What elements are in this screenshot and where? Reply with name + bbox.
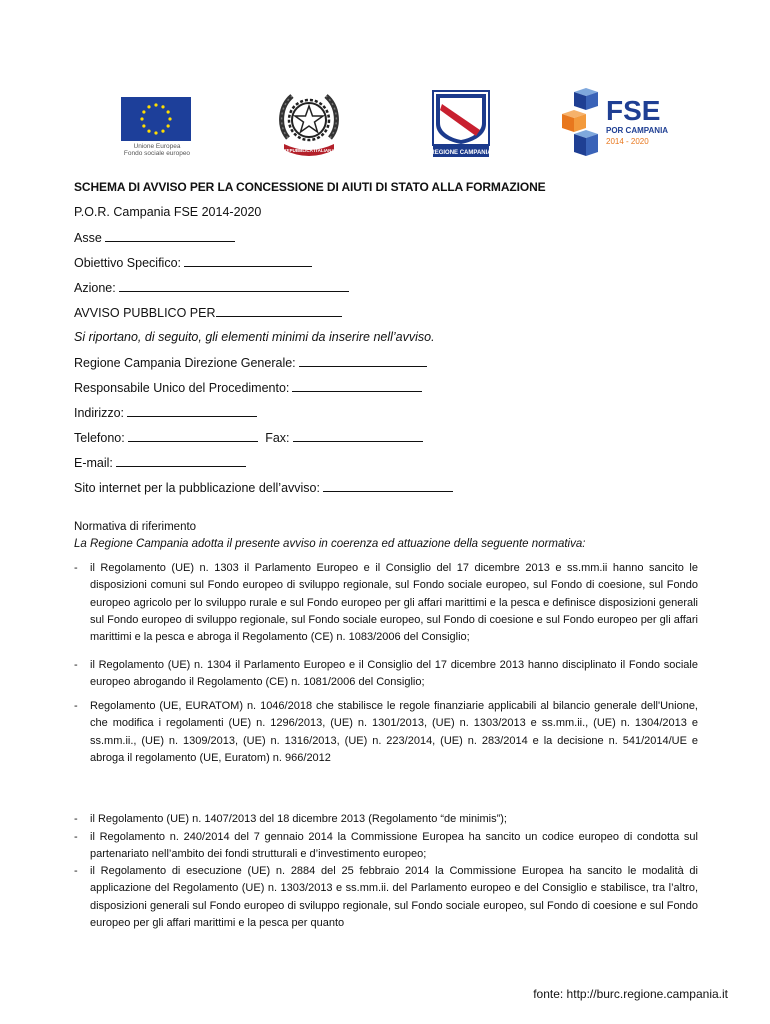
telefono-label: Telefono: [74, 431, 125, 445]
azione-label: Azione: [74, 281, 116, 295]
emblem-ribbon-text: REPUBBLICA ITALIANA [283, 148, 335, 153]
normativa-item [74, 863, 698, 932]
normativa-item [74, 829, 698, 864]
bullet-dash: - [74, 813, 78, 825]
normativa-item-text: il Regolamento (UE) n. 1407/2013 del 18 dicembre 2013 (Regolamento “de minimis”); [90, 813, 507, 825]
normativa-heading: Normativa di riferimento [74, 521, 197, 533]
responsabile-blank-field[interactable] [292, 380, 422, 392]
sito-blank-field[interactable] [323, 480, 453, 492]
indirizzo-label: Indirizzo: [74, 406, 125, 420]
telefono-blank-field[interactable] [128, 430, 258, 442]
eu-flag-icon [121, 97, 191, 141]
bullet-dash: - [74, 865, 78, 877]
azione-blank-field[interactable] [119, 280, 349, 292]
eu-star-icon [154, 131, 157, 134]
normativa-intro: La Regione Campania adotta il presente avviso in coerenza ed attuazione della seguente normativa: [74, 538, 586, 550]
normativa-item [74, 657, 698, 692]
emblem-star-icon [295, 106, 323, 132]
italian-republic-emblem [276, 88, 342, 158]
email-label: E-mail: [74, 456, 113, 470]
eu-caption-line1: Unione Europea [133, 143, 181, 150]
sito-label: Sito internet per la pubblicazione dell’avviso: [74, 481, 320, 495]
normativa-item-text: Regolamento (UE, EURATOM) n. 1046/2018 che stabilisce le regole finanziarie applicabili al bilancio generale dell'Unione, che modifica i regolamenti (UE) n. 1296/2013, (UE) n. 1301/2013, (UE) n. 1303/2013 e ss.mm.ii., (UE) n. 1304/2013 e ss.mm.ii., (UE) n. 1309/2013, (UE) n. 1316/2013, (UE) n. 223/2014, (UE) n. 283/2014 e la decisione n. 541/2014/UE e abroga il regolamento (UE, Euratom) n. 966/2012 [90, 700, 698, 764]
normativa-item-text: il Regolamento (UE) n. 1303 il Parlamento Europeo e il Consiglio del 17 dicembre 2013 e ss.mm.ii hanno sancito le disposizioni comuni sul Fondo europeo di sviluppo regionale, sul Fondo sociale europeo, sul Fondo di coesione, sul Fondo europeo agricolo per lo sviluppo rurale e sul Fondo europeo per gli affari marittimi e la pesca e definisce disposizioni generali sul Fondo europeo di sviluppo regionale, sul Fondo sociale europeo, sul Fondo di coesione e sul Fondo europeo per gli affari marittimi e la pesca e abroga il Regolamento (CE) n. 1083/2006 del Consiglio; [90, 562, 698, 644]
fse-cubes-icon [562, 88, 598, 156]
por-line: P.O.R. Campania FSE 2014-2020 [74, 205, 262, 219]
fse-subtitle: POR CAMPANIA [606, 126, 669, 135]
bullet-dash: - [74, 562, 78, 574]
fse-years: 2014 - 2020 [606, 137, 649, 146]
indirizzo-blank-field[interactable] [127, 405, 257, 417]
eu-star-icon [167, 124, 170, 127]
obiettivo-line [74, 255, 312, 270]
eu-star-icon [147, 130, 150, 133]
eu-star-icon [161, 105, 164, 108]
eu-star-icon [142, 110, 145, 113]
telefono-line [74, 430, 423, 445]
obiettivo-label: Obiettivo Specifico: [74, 256, 181, 270]
sito-line [74, 480, 453, 495]
avviso-label: AVVISO PUBBLICO PER [74, 306, 216, 320]
eu-logo [121, 97, 193, 161]
azione-line [74, 280, 349, 295]
eu-star-icon [142, 124, 145, 127]
obiettivo-blank-field[interactable] [184, 255, 312, 267]
source-footer: fonte: http://burc.regione.campania.it [533, 987, 728, 1001]
normativa-item-text: il Regolamento di esecuzione (UE) n. 2884 del 25 febbraio 2014 la Commissione Europea ha sancito le modalità di applicazione del Regolamento (UE) n. 1303/2013 e ss.mm.ii. del Parlamento europeo e del Consiglio e stabilisce, tra l’altro, disposizioni generali sul Fondo europeo di sviluppo regionale, sul Fondo sociale europeo, sul Fondo di coesione e sul Fondo europeo per gli affari marittimi e la pesca per quanto [90, 865, 698, 929]
bullet-dash: - [74, 831, 78, 843]
normativa-item [74, 811, 698, 828]
fax-label: Fax: [265, 431, 290, 445]
eu-star-icon [154, 103, 157, 106]
eu-star-icon [167, 110, 170, 113]
eu-star-icon [140, 117, 143, 120]
regione-campania-logo [432, 90, 490, 158]
avviso-blank-field[interactable] [216, 305, 342, 317]
normativa-item-text: il Regolamento n. 240/2014 del 7 gennaio 2014 la Commissione Europea ha sancito un codice europeo di condotta sul partenariato nell’ambito dei fondi strutturali e d’investimento europeo; [90, 831, 698, 861]
email-line [74, 455, 246, 470]
eu-star-icon [161, 130, 164, 133]
email-blank-field[interactable] [116, 455, 246, 467]
normativa-item [74, 698, 698, 767]
fax-blank-field[interactable] [293, 430, 423, 442]
eu-star-icon [147, 105, 150, 108]
asse-line [74, 230, 235, 245]
fse-logo [560, 88, 670, 160]
normativa-item-text: il Regolamento (UE) n. 1304 il Parlamento Europeo e il Consiglio del 17 dicembre 2013 hanno disciplinato il Fondo sociale europeo abrogando il Regolamento (CE) n. 1081/2006 del Consiglio; [90, 659, 698, 689]
indirizzo-line [74, 405, 257, 420]
fse-title: FSE [606, 95, 661, 126]
direzione-label: Regione Campania Direzione Generale: [74, 356, 296, 370]
direzione-blank-field[interactable] [299, 355, 427, 367]
document-title: SCHEMA DI AVVISO PER LA CONCESSIONE DI AIUTI DI STATO ALLA FORMAZIONE [74, 180, 546, 194]
campania-label: REGIONE CAMPANIA [432, 150, 490, 156]
eu-caption-line2: Fondo sociale europeo [123, 150, 191, 157]
bullet-dash: - [74, 659, 78, 671]
avviso-line [74, 305, 342, 320]
asse-blank-field[interactable] [105, 230, 235, 242]
direzione-line [74, 355, 427, 370]
responsabile-line [74, 380, 422, 395]
eu-star-icon [168, 117, 171, 120]
responsabile-label: Responsabile Unico del Procedimento: [74, 381, 290, 395]
bullet-dash: - [74, 700, 78, 712]
eu-caption [121, 143, 193, 157]
normativa-item [74, 560, 698, 646]
asse-label: Asse [74, 231, 102, 245]
riportano-line: Si riportano, di seguito, gli elementi minimi da inserire nell’avviso. [74, 330, 435, 344]
